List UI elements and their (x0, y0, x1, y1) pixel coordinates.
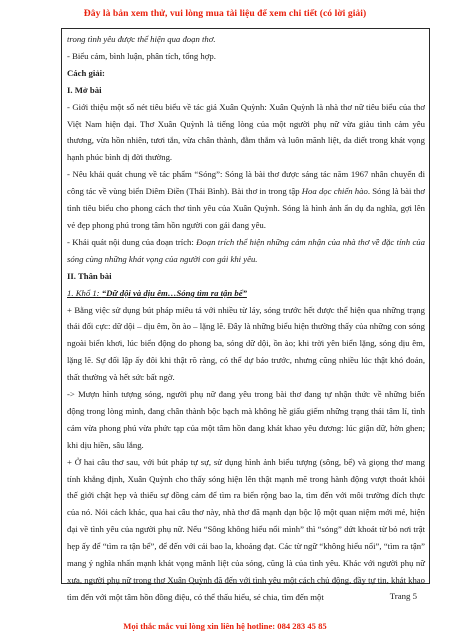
hotline-banner: Mọi thắc mắc vui lòng xin liên hệ hotline: 084 283 45 85 (123, 621, 327, 631)
section-heading: I. Mở bài (67, 84, 102, 95)
text-run: . Sóng là bài thơ tình tiêu biểu cho phong cách thơ tình yêu của Xuân Quỳnh. Sóng là hình ảnh ẩn dụ đa nghĩa, gợi lên vẻ đẹp phong phú trong tâm hồn người con gái đang yêu. (67, 186, 425, 230)
stanza-label: 1. Khổ 1: (67, 287, 102, 298)
preview-notice-banner: Đây là bản xem thử, vui lòng mua tài liệu để xem chi tiết (có lời giải) (83, 8, 367, 19)
paragraph: - Biểu cảm, bình luận, phân tích, tổng hợp. (67, 50, 216, 61)
section-heading: II. Thân bài (67, 270, 112, 281)
text-run: - Nêu khái quát chung về tác phẩm “Sóng”: Sóng là bài thơ được sáng tác năm 1967 nhân chuyến đi công tác về vùng biển Diêm Điền (Thái Bình). Bài thơ in trong tập (67, 169, 425, 197)
paragraph (67, 234, 425, 268)
section-heading: Cách giải: (67, 67, 105, 78)
paragraph: trong tình yêu được thể hiện qua đoạn thơ. (67, 34, 216, 44)
paragraph: -> Mượn hình tượng sóng, người phụ nữ đang yêu trong bài thơ đang tự nhận thức về những biến động trong lòng mình, đang chân thành bộc bạch mà không hề giấu giếm những trạng thái tâm lí, tình cảm vừa phong phú vừa phức tạp của một tâm hồn đang khát khao yêu đương: lúc giận dữ, hờn ghen; khi dịu hiền, sâu lắng. (67, 389, 425, 450)
paragraph (67, 166, 425, 234)
subsection-heading (67, 285, 425, 302)
text-run: - Khái quát nội dung của đoạn trích: (67, 236, 197, 247)
paragraph: + Bằng việc sử dụng bút pháp miêu tả với nhiều từ láy, sóng trước hết được thể hiện qua những trạng thái đối cực: dữ dội – dịu êm, ồn ào – lặng lẽ. Đây là những biểu hiện thường thấy của những con sóng ngoài biển khơi, lúc biển động do phong ba, sóng dữ dội, ồn ào; khi trời yên biển lặng, sóng dịu êm, lặng lẽ. Sự đối lập ấy đôi khi thật rõ ràng, có thể dự báo trước, nhưng cũng nhiều lúc thật khó đoán, thất thường và hết sức bất ngờ. (67, 304, 425, 383)
page-number: Trang 5 (389, 591, 417, 601)
paragraph: - Giới thiệu một số nét tiêu biểu về tác giả Xuân Quỳnh: Xuân Quỳnh là nhà thơ nữ tiêu biểu của thơ Việt Nam hiện đại. Thơ Xuân Quỳnh là tiếng lòng của một người phụ nữ vừa giàu tình cảm yêu thương, vừa hồn nhiên, tươi tắn, vừa chân thành, đằm thắm và luôn mãnh liệt, da diết trong khát vọng hạnh phúc bình dị đời thường. (67, 101, 425, 163)
stanza-quote: “Dữ dội và dịu êm…Sóng tìm ra tận bể” (101, 287, 247, 298)
paragraph: + Ở hai câu thơ sau, với bút pháp tự sự, sử dụng hình ảnh biểu tượng (sông, bể) và giọng thơ mang tính khẳng định, Xuân Quỳnh cho thấy sóng hiện lên thật mạnh mẽ trong hành động vượt thoát khỏi thế giới chật hẹp và thiếu sự đồng cảm để tìm ra biển rộng bao la, tìm đến với môi trường đích thực của nó. Nói cách khác, qua hai câu thơ này, nhà thơ đã mạnh dạn bộc lộ một quan niệm mới mẻ, hiện đại về tình yêu của người phụ nữ. Nếu “Sông không hiểu nổi mình” thì “sóng” dứt khoát từ bỏ nơi trật hẹp ấy để “tìm ra tận bể”, để đến với cái bao la, khoảng đạt. Các từ ngữ “không hiểu nổi”, “tìm ra tận” mang ý nghĩa nhấn mạnh khát vọng mãnh liệt của sóng, cũng là của tình yêu. Khác với người phụ nữ xưa, người phụ nữ trong thơ Xuân Quỳnh đã đến với tình yêu một cách chủ động, đầy tự tin, khát khao tìm đến với một tâm hồn đồng điệu, có thể thấu hiểu, sẻ chia, tìm đến một (67, 456, 425, 602)
book-title: Hoa dọc chiến hào (301, 186, 368, 197)
italic-text-run: Đoạn trích thể hiện những cảm nhận của nhà thơ về đặc tính của sóng cùng những khát vọng của người con gái khi yêu. (67, 236, 425, 264)
